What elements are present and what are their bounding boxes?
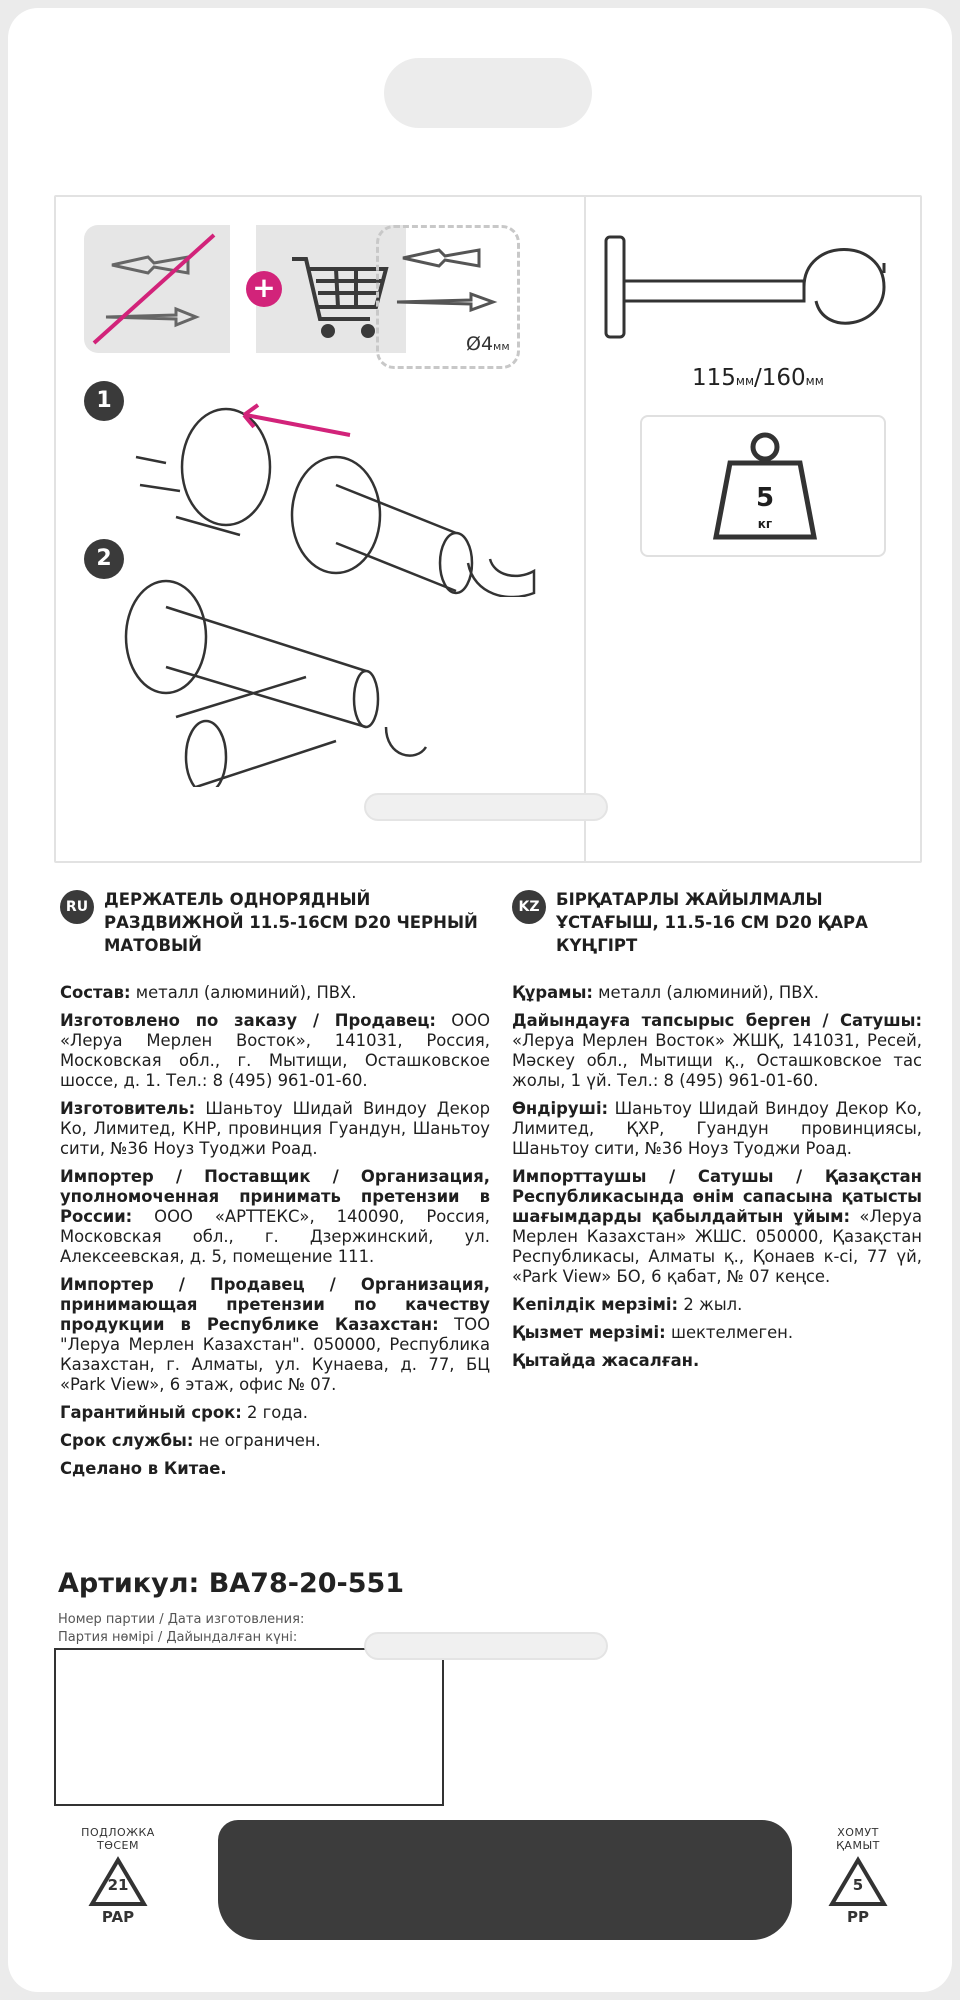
batch-label-kz: Партия нөмірі / Дайындалған күні:	[58, 1630, 298, 1645]
ru-importer-kz-text: ТОО "Леруа Мерлен Казахстан". 050000, Республика Казахстан, г. Алматы, ул. Кунаева, д. 77, БЦ «Park View», 6 этаж, офис № 07.	[60, 1315, 490, 1394]
ru-service-life-text: не ограничен.	[193, 1431, 321, 1450]
kz-seller-text: «Леруа Мерлен Восток» ЖШҚ, 141031, Ресей, Мәскеу обл., Мытищи қ., Осташковское тас жолы, 1 үй. Тел.: 8 (495) 961-01-60.	[512, 1031, 922, 1090]
kz-warranty	[512, 1295, 922, 1315]
batch-date-box	[54, 1648, 444, 1806]
ru-service-life	[60, 1431, 490, 1451]
ru-seller-text: ООО «Леруа Мерлен Восток», 141031, Россия, Московская обл., г. Мытищи, Осташковское шоссе, д. 1. Тел.: 8 (495) 961-01-60.	[60, 1011, 491, 1090]
ru-composition	[60, 983, 490, 1003]
kz-seller-label: Дайындауға тапсырыс берген / Сатушы:	[512, 1011, 922, 1030]
dowel-screw-icon	[379, 228, 517, 328]
length-separator: /	[754, 365, 762, 391]
recycling-mark-backing	[58, 1826, 178, 1926]
backing-label-kz: ТӨСЕМ	[97, 1839, 139, 1852]
kz-warranty-label: Кепілдік мерзімі:	[512, 1295, 679, 1314]
length-dimension	[692, 365, 824, 391]
not-included-fasteners	[84, 225, 230, 353]
ru-manufacturer-label: Изготовитель:	[60, 1099, 196, 1118]
kz-warranty-text: 2 жыл.	[678, 1295, 743, 1314]
ru-service-life-label: Срок службы:	[60, 1431, 194, 1450]
backing-label-ru: ПОДЛОЖКА	[81, 1826, 155, 1839]
holder-base-product	[218, 1820, 792, 1940]
kz-language-badge: KZ	[512, 890, 546, 924]
ru-warranty	[60, 1403, 490, 1423]
holder-dimension-illustration	[596, 227, 906, 347]
ru-made-in-label: Сделано в Китае.	[60, 1459, 227, 1478]
length-min: 115	[692, 365, 736, 391]
ru-description	[60, 888, 490, 1487]
ru-composition-label: Состав:	[60, 983, 131, 1002]
batch-label-ru: Номер партии / Дата изготовления:	[58, 1612, 305, 1627]
clamp-label-ru: ХОМУТ	[837, 1826, 879, 1839]
crossed-fasteners-icon	[84, 225, 230, 353]
hang-hole	[384, 58, 592, 128]
kz-seller	[512, 1011, 922, 1091]
kz-manufacturer-label: Өндіруші:	[512, 1099, 609, 1118]
kz-composition-label: Құрамы:	[512, 983, 593, 1002]
plus-icon: +	[246, 271, 282, 307]
length-max-unit: мм	[805, 374, 824, 388]
recycling-mark-clamp	[798, 1826, 918, 1926]
ru-importer-label: Импортер / Поставщик / Организация, уполномоченная принимать претензии в России:	[60, 1167, 490, 1226]
cable-tie-top	[364, 793, 608, 821]
cable-tie-bottom	[364, 1632, 608, 1660]
ru-made-in	[60, 1459, 490, 1479]
kz-importer-text: «Леруа Мерлен Казахстан» ЖШС. 050000, Қазақстан Республикасы, Алматы қ., Қонаев к-сі, 77 үй, «Park View» БО, 6 қабат, № 07 кеңсе.	[512, 1207, 922, 1286]
installation-steps	[56, 197, 586, 861]
length-min-unit: мм	[735, 374, 755, 388]
ru-importer-text: ООО «АРТТЕКС», 140090, Россия, Московская обл., г. Дзержинский, ул. Алексеевская, д. 5, помещение 111.	[60, 1207, 490, 1266]
kz-made-in-label: Қытайда жасалған.	[512, 1351, 700, 1370]
kz-composition-text: металл (алюминий), ПВХ.	[592, 983, 819, 1002]
recycle-code-pap: PAP	[101, 1908, 135, 1926]
ru-seller	[60, 1011, 490, 1091]
ru-seller-label: Изготовлено по заказу / Продавец:	[60, 1011, 436, 1030]
recycle-number-21: 21	[107, 1876, 129, 1894]
kz-made-in	[512, 1351, 922, 1371]
screw-size-unit: мм	[493, 340, 510, 353]
load-value: 5	[755, 483, 775, 513]
screw-diameter	[466, 333, 510, 355]
recycle-number-5: 5	[852, 1876, 864, 1894]
ru-manufacturer	[60, 1099, 490, 1159]
length-max: 160	[761, 365, 806, 391]
load-unit: кг	[757, 517, 773, 531]
kz-service-life-text: шектелмеген.	[665, 1323, 794, 1342]
screw-size-value: Ø4	[466, 333, 494, 355]
ru-language-badge: RU	[60, 890, 94, 924]
ru-manufacturer-text: Шаньтоу Шидай Виндоу Декор Ко, Лимитед, КНР, провинция Гуандун, Шаньтоу сити, №36 Ноуз Туоджи Роад.	[60, 1099, 490, 1158]
kz-description	[512, 888, 922, 1379]
ru-importer-kz	[60, 1275, 490, 1395]
clamp-label-kz: ҚАМЫТ	[836, 1839, 880, 1852]
kz-manufacturer	[512, 1099, 922, 1159]
kz-service-life	[512, 1323, 922, 1343]
step-2-illustration	[116, 557, 576, 787]
ru-importer-kz-label: Импортер / Продавец / Организация, принимающая претензии по качеству продукции в Республике Казахстан:	[60, 1275, 490, 1334]
max-load-box	[640, 415, 886, 557]
kz-importer	[512, 1167, 922, 1287]
kz-manufacturer-text: Шаньтоу Шидай Виндоу Декор Ко, Лимитед, ҚХР, Гуандун провинциясы, Шаньтоу сити, №36 Ноуз Туоджи Роад.	[512, 1099, 922, 1158]
step-2-badge: 2	[84, 539, 124, 579]
kz-heading	[512, 888, 922, 957]
kz-product-title: БІРҚАТАРЛЫ ЖАЙЫЛМАЛЫ ҰСТАҒЫШ, 11.5-16 СМ D20 ҚАРА КҮҢГІРТ	[556, 890, 868, 955]
installation-panel	[54, 195, 922, 863]
recycle-triangle-icon	[828, 1856, 888, 1908]
step-1-badge: 1	[84, 381, 124, 421]
recycle-triangle-icon	[88, 1856, 148, 1908]
package-card	[8, 8, 952, 1992]
ru-composition-text: металл (алюминий), ПВХ.	[130, 983, 357, 1002]
ru-importer	[60, 1167, 490, 1267]
ru-warranty-text: 2 года.	[241, 1403, 308, 1422]
kz-importer-label: Импорттаушы / Сатушы / Қазақстан Республикасында өнім сапасына қатысты шағымдарды қабылдайтын ұйым:	[512, 1167, 922, 1226]
article-number: Артикул: ВА78-20-551	[58, 1568, 405, 1599]
recycle-code-pp: PP	[847, 1908, 869, 1926]
kz-service-life-label: Қызмет мерзімі:	[512, 1323, 666, 1342]
ru-product-title: ДЕРЖАТЕЛЬ ОДНОРЯДНЫЙ РАЗДВИЖНОЙ 11.5-16СМ D20 ЧЕРНЫЙ МАТОВЫЙ	[104, 890, 478, 955]
ru-warranty-label: Гарантийный срок:	[60, 1403, 242, 1422]
kz-composition	[512, 983, 922, 1003]
ru-heading	[60, 888, 490, 957]
